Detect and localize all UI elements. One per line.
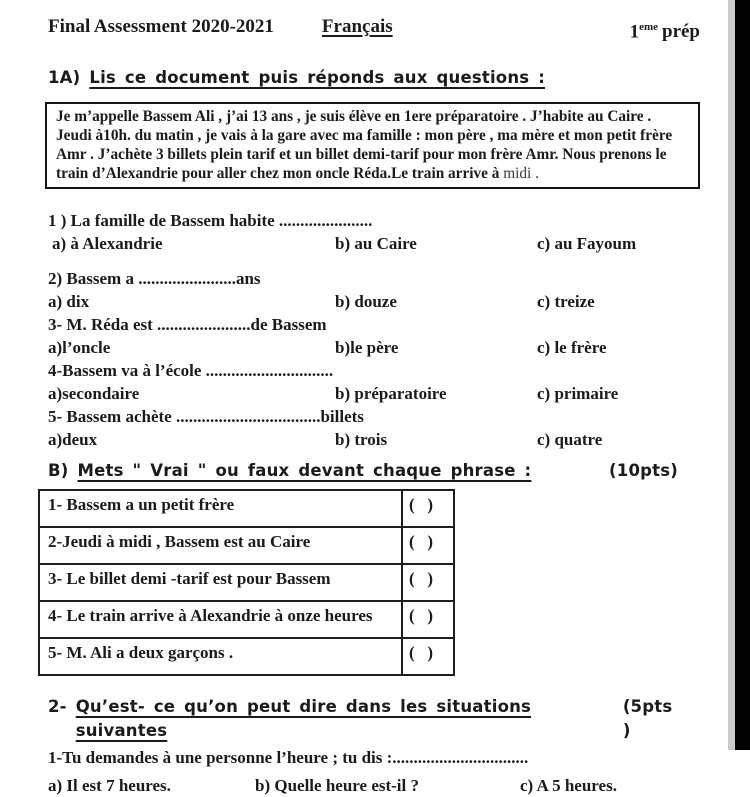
- mcq-question-1: 1 ) La famille de Bassem habite ......................: [48, 211, 373, 231]
- option-1a: a) à Alexandrie: [52, 234, 163, 254]
- passage-text: Je m’appelle Bassem Ali , j’ai 13 ans , je suis élève en 1ere préparatoire . J’habite au Caire . Jeudi à10h. du matin , je vais à la gare avec ma famille : mon père , ma mère et mon petit frère Amr . J’achète 3 billets plein tarif et un billet demi-tarif pour mon frère Amr. Nous prenons le train d’Alexandrie pour aller chez mon oncle Réda.Le train arrive à: [56, 108, 673, 183]
- section-2-heading: [48, 695, 700, 743]
- option-5a: a)deux: [48, 430, 98, 450]
- tf-statement-3: 3- Le billet demi -tarif est pour Bassem: [39, 564, 402, 601]
- mcq-question-5: 5- Bassem achète ..................................billets: [48, 407, 364, 427]
- grade-word: prép: [662, 21, 700, 43]
- tf-statement-1: 1- Bassem a un petit frère: [39, 490, 402, 527]
- section-2-label: 2-: [48, 697, 67, 717]
- tf-statement-2: 2-Jeudi à midi , Bassem est au Caire: [39, 527, 402, 564]
- option-3a: a)l’oncle: [48, 338, 111, 358]
- option-4b: b) préparatoire: [335, 384, 447, 404]
- passage-tail-text: midi .: [503, 165, 539, 183]
- option-5b: b) trois: [335, 430, 388, 450]
- option-1c: c) au Fayoum: [537, 234, 637, 254]
- situation-option-b: b) Quelle heure est-il ?: [255, 776, 419, 796]
- mcq-options-1: [48, 232, 700, 255]
- table-row: [39, 638, 454, 675]
- option-1b: b) au Caire: [335, 234, 417, 254]
- mcq-question-3: 3- M. Réda est ......................de Bassem: [48, 315, 327, 335]
- mcq-question-4: 4-Bassem va à l’école ..............................: [48, 361, 334, 381]
- mcq-options-2: [48, 290, 700, 313]
- option-4c: c) primaire: [537, 384, 619, 404]
- table-row: [39, 564, 454, 601]
- exam-title: Final Assessment 2020-2021: [48, 16, 274, 37]
- tf-answer-5: ( ): [402, 638, 454, 675]
- section-2-points: (5pts ): [622, 697, 673, 741]
- mcq-options-3: [48, 336, 700, 359]
- section-b-heading: [48, 459, 700, 482]
- subject-title: Français: [321, 16, 393, 37]
- mcq-options-4: [48, 382, 700, 405]
- mcq-question-2: 2) Bassem a .......................ans: [48, 269, 261, 289]
- situation-option-c: c) A 5 heures.: [520, 776, 617, 796]
- situation-options-1: [48, 774, 700, 797]
- grade-number: 1: [629, 21, 640, 43]
- grade-superscript: eme: [639, 21, 658, 33]
- table-row: [39, 601, 454, 638]
- mcq-options-5: [48, 428, 700, 451]
- option-3b: b)le père: [335, 338, 399, 358]
- tf-statement-5: 5- M. Ali a deux garçons .: [39, 638, 402, 675]
- section-1a-heading: [48, 66, 700, 89]
- section-1a-instruction: Lis ce document puis réponds aux questions :: [89, 68, 546, 88]
- grade-level: [630, 15, 700, 44]
- option-2c: c) treize: [537, 292, 595, 312]
- tf-answer-2: ( ): [402, 527, 454, 564]
- tf-answer-4: ( ): [402, 601, 454, 638]
- table-row: [39, 527, 454, 564]
- scrollbar[interactable]: [728, 0, 735, 750]
- mcq-section: [48, 209, 700, 451]
- section-2-instruction: Qu’est- ce qu’on peut dire dans les situations suivantes: [75, 697, 532, 741]
- viewer-background-panel: [735, 0, 750, 750]
- section-b-label: B): [48, 461, 69, 481]
- tf-statement-4: 4- Le train arrive à Alexandrie à onze heures: [39, 601, 402, 638]
- section-b-instruction: Mets " Vrai " ou faux devant chaque phrase :: [77, 461, 532, 481]
- option-5c: c) quatre: [537, 430, 603, 450]
- situation-question-1: 1-Tu demandes à une personne l’heure ; tu dis :................................: [48, 748, 529, 768]
- tf-answer-3: ( ): [402, 564, 454, 601]
- option-4a: a)secondaire: [48, 384, 140, 404]
- table-row: [39, 490, 454, 527]
- section-1a-label: 1A): [48, 68, 81, 88]
- section-b-points: (10pts): [609, 461, 678, 481]
- situation-option-a: a) Il est 7 heures.: [48, 776, 171, 796]
- true-false-table: [38, 489, 455, 676]
- option-2b: b) douze: [335, 292, 397, 312]
- option-2a: a) dix: [48, 292, 90, 312]
- option-3c: c) le frère: [537, 338, 607, 358]
- tf-answer-1: ( ): [402, 490, 454, 527]
- document-header: [48, 15, 700, 44]
- reading-passage-box: [45, 102, 700, 189]
